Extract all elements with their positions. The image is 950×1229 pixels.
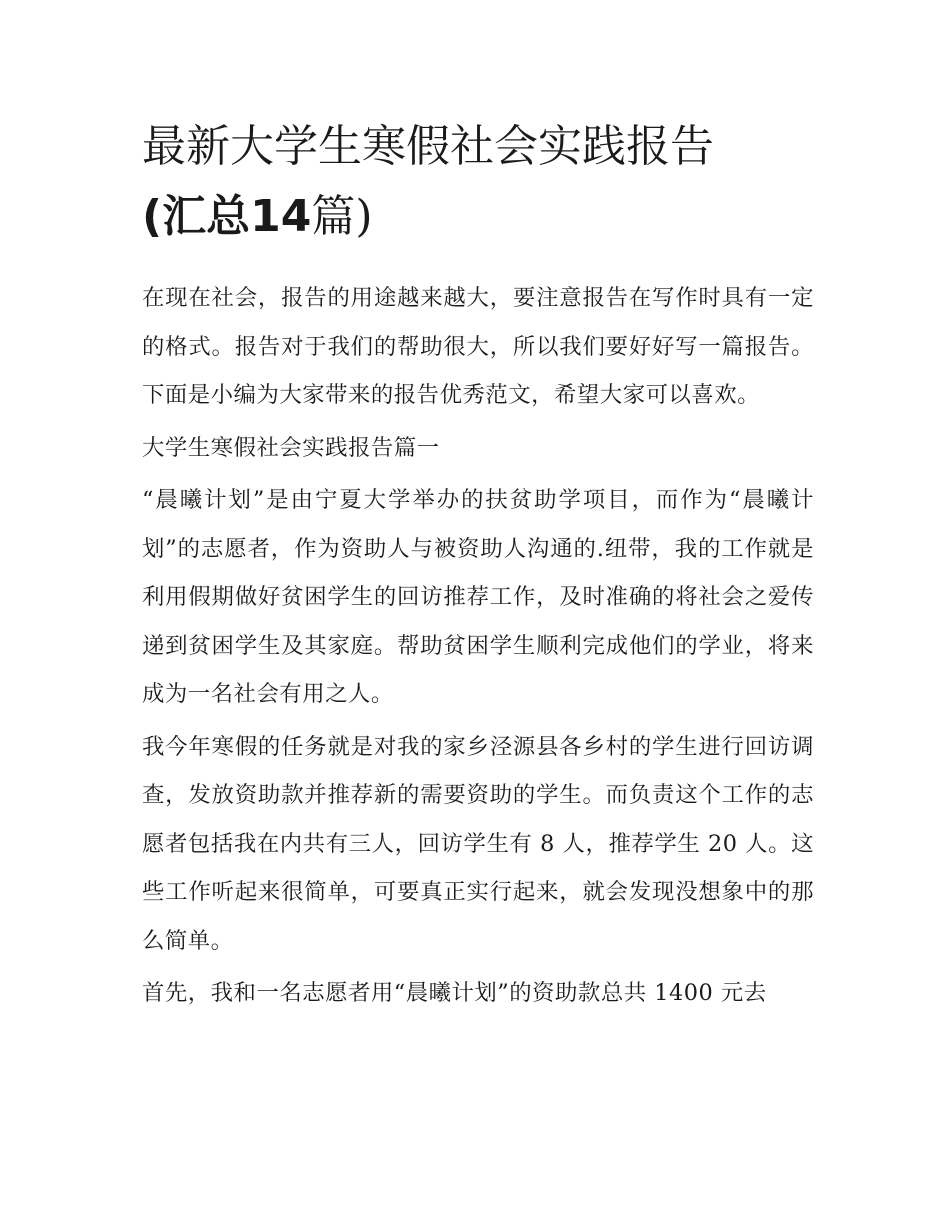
document-body (142, 274, 814, 1018)
title-line-2-close: 篇) (311, 191, 373, 242)
title-count: 14 (250, 191, 312, 242)
title-line-2-open: (汇总 (142, 191, 251, 242)
title-line-1: 最新大学生寒假社会实践报告 (142, 121, 714, 172)
document-page (142, 112, 814, 1018)
body-paragraph-2: 我今年寒假的任务就是对我的家乡泾源县各乡村的学生进行回访调查，发放资助款并推荐新的需要资助的学生。而负责这个工作的志愿者包括我在内共有三人，回访学生有 8 人，推荐学生 20 人。这些工作听起来很简单，可要真正实行起来，就会发现没想象中的那么简单。 (142, 733, 814, 954)
section-heading: 大学生寒假社会实践报告篇一 (142, 434, 440, 461)
document-title (142, 112, 814, 252)
intro-paragraph: 在现在社会，报告的用途越来越大，要注意报告在写作时具有一定的格式。报告对于我们的帮助很大，所以我们要好好写一篇报告。下面是小编为大家带来的报告优秀范文，希望大家可以喜欢。 (142, 285, 814, 408)
body-paragraph-1: “晨曦计划”是由宁夏大学举办的扶贫助学项目，而作为“晨曦计划”的志愿者，作为资助人与被资助人沟通的.纽带，我的工作就是利用假期做好贫困学生的回访推荐工作，及时准确的将社会之爱传递到贫困学生及其家庭。帮助贫困学生顺利完成他们的学业，将来成为一名社会有用之人。 (142, 487, 814, 707)
body-paragraph-3: 首先，我和一名志愿者用“晨曦计划”的资助款总共 1400 元去 (142, 980, 767, 1006)
